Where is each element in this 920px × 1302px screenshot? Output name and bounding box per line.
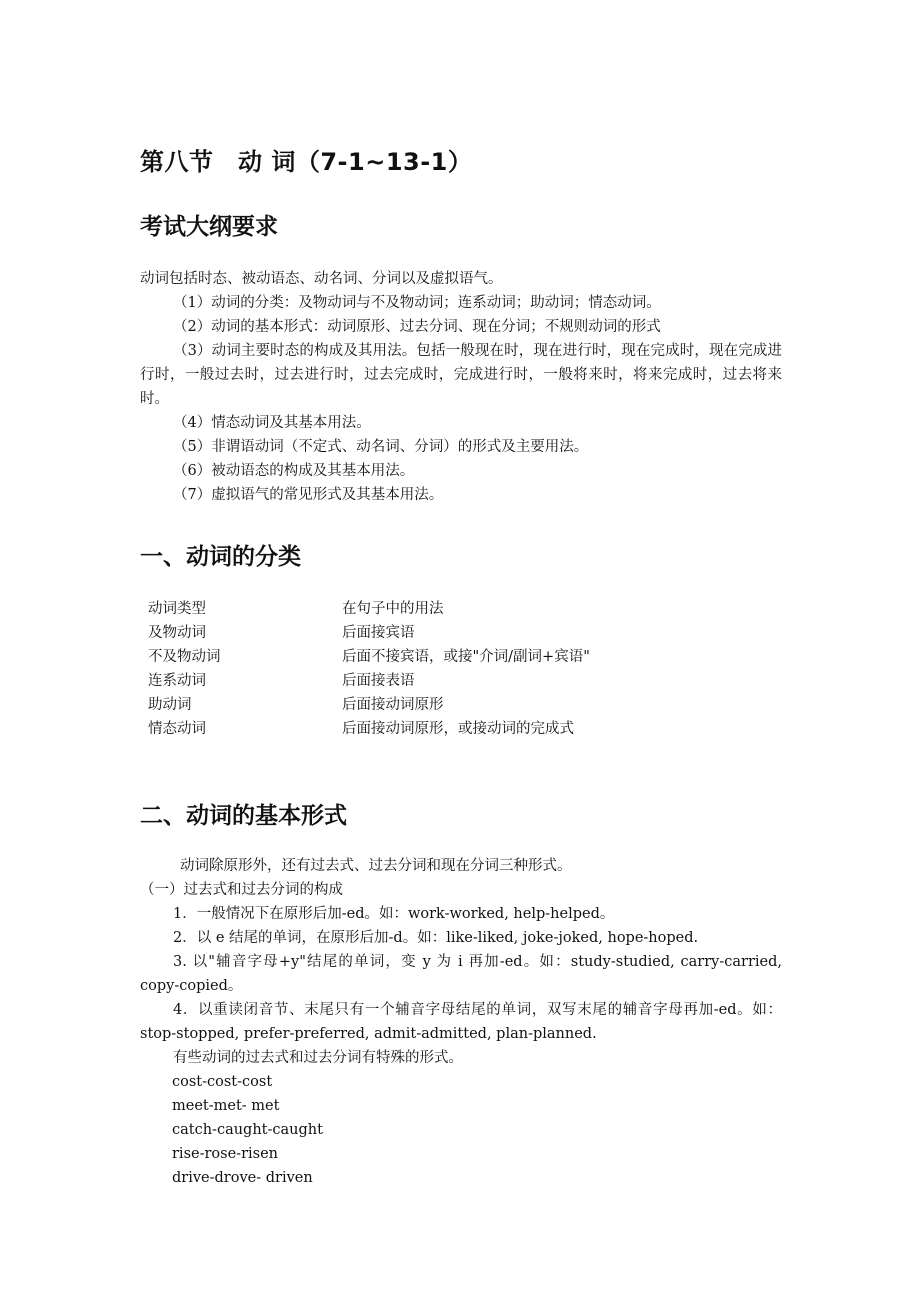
rule-item: 3. 以"辅音字母+y"结尾的单词，变 y 为 i 再加-ed。如：study-studied, carry-carried, copy-copied。 [140, 954, 782, 994]
table-cell: 连系动词 [148, 673, 206, 689]
special-forms-note: 有些动词的过去式和过去分词有特殊的形式。 [173, 1050, 463, 1066]
table-cell: 情态动词 [148, 721, 206, 737]
table-cell: 及物动词 [148, 625, 206, 641]
table-cell: 后面不接宾语，或接"介词/副词+宾语" [342, 649, 590, 665]
exam-outline-heading: 考试大纲要求 [140, 214, 278, 240]
section-heading-basic-forms: 二、动词的基本形式 [140, 803, 347, 829]
subsection-title: （一）过去式和过去分词的构成 [140, 882, 343, 898]
exam-item: （4）情态动词及其基本用法。 [173, 415, 371, 431]
exam-item: （6）被动语态的构成及其基本用法。 [173, 463, 415, 479]
irregular-verb: catch-caught-caught [172, 1122, 323, 1138]
section2-intro: 动词除原形外，还有过去式、过去分词和现在分词三种形式。 [180, 858, 572, 874]
table-cell: 不及物动词 [148, 649, 221, 665]
exam-item: （1）动词的分类：及物动词与不及物动词；连系动词；助动词；情态动词。 [173, 295, 661, 311]
exam-item: （3）动词主要时态的构成及其用法。包括一般现在时，现在进行时，现在完成时，现在完成进行时，一般过去时，过去进行时，过去完成时，完成进行时，一般将来时，将来完成时，过去将来时。 [140, 343, 782, 407]
table-row [0, 693, 920, 717]
irregular-verb: cost-cost-cost [172, 1074, 273, 1090]
table-cell: 后面接宾语 [342, 625, 415, 641]
rule-item: 4．以重读闭音节、末尾只有一个辅音字母结尾的单词，双写末尾的辅音字母再加-ed。如：stop-stopped, prefer-preferred, admit-admitted, plan-planned. [140, 1002, 782, 1042]
rule-item: 2．以 e 结尾的单词，在原形后加-d。如：like-liked, joke-joked, hope-hoped. [173, 930, 699, 946]
table-cell: 后面接动词原形，或接动词的完成式 [342, 721, 574, 737]
table-header-cell: 动词类型 [148, 601, 206, 617]
table-cell: 后面接表语 [342, 673, 415, 689]
irregular-verb: meet-met- met [172, 1098, 280, 1114]
table-header-cell: 在句子中的用法 [342, 601, 444, 617]
table-row [0, 669, 920, 693]
exam-intro: 动词包括时态、被动语态、动名词、分词以及虚拟语气。 [140, 271, 503, 287]
rule-item: 1．一般情况下在原形后加-ed。如：work-worked, help-helped。 [173, 906, 615, 922]
table-cell: 助动词 [148, 697, 192, 713]
table-row [0, 645, 920, 669]
irregular-verb: drive-drove- driven [172, 1170, 313, 1186]
exam-item: （5）非谓语动词（不定式、动名词、分词）的形式及主要用法。 [173, 439, 589, 455]
table-cell: 后面接动词原形 [342, 697, 444, 713]
table-header-row [0, 597, 920, 621]
section-heading-verb-types: 一、动词的分类 [140, 544, 301, 570]
page-title: 第八节 动 词（7-1~13-1） [140, 148, 473, 176]
exam-item: （2）动词的基本形式：动词原形、过去分词、现在分词；不规则动词的形式 [173, 319, 661, 335]
table-row [0, 621, 920, 645]
exam-item: （7）虚拟语气的常见形式及其基本用法。 [173, 487, 444, 503]
table-row [0, 717, 920, 741]
irregular-verb: rise-rose-risen [172, 1146, 279, 1162]
